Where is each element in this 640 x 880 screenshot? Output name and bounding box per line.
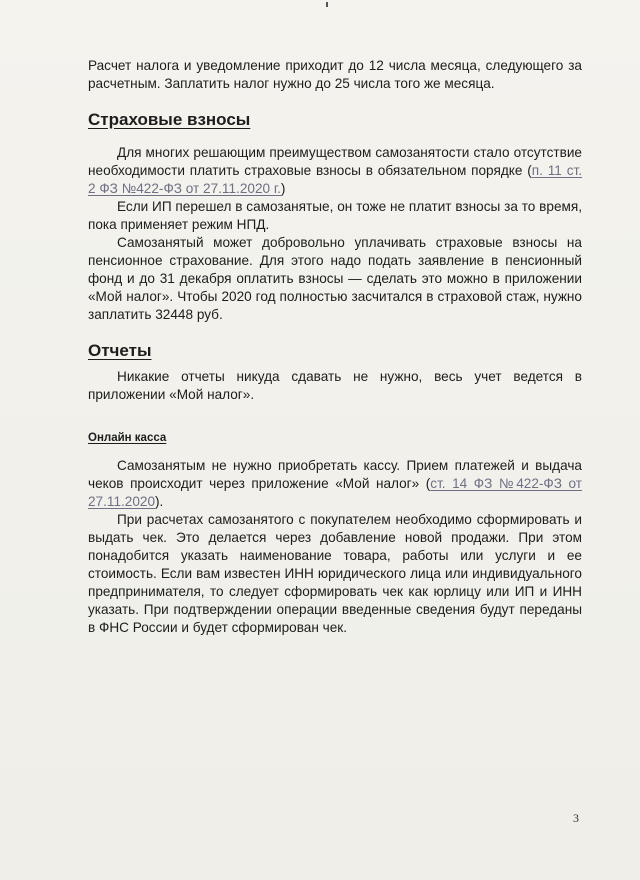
cash-register-paragraph-2: При расчетах самозанятого с покупателем необходимо сформировать и выдать чек. Это делается через добавление новой продажи. При этом понадобится указать наименование товара, работы или услуги и ее стоимость. Если вам известен ИНН юридического лица или индивидуального предпринимателя, то следует сформировать чек как юрлицу или ИП и ИНН указать. При подтверждении операции введенные сведения будут переданы в ФНС России и будет сформирован чек. [88, 512, 582, 635]
cash-register-paragraph-1 [88, 457, 582, 511]
reports-heading: Отчеты [88, 341, 152, 360]
law-link-article-14[interactable]: ст. 14 ФЗ №422-ФЗ от 27.11.2020 [88, 476, 582, 509]
insurance-paragraph-1 [88, 144, 582, 198]
intro-paragraph: Расчет налога и уведомление приходит до 12 числа месяца, следующего за расчетным. Заплатить налог нужно до 25 числа того же месяца. [88, 58, 582, 91]
reports-paragraph: Никакие отчеты никуда сдавать не нужно, весь учет ведется в приложении «Мой налог». [88, 369, 582, 402]
page-content [88, 57, 582, 637]
cash-register-paragraph-1-tail: ). [155, 494, 164, 509]
scan-mark [326, 2, 328, 7]
insurance-paragraph-1-text: Для многих решающим преимуществом самозанятости стало отсутствие необходимости платить страховые взносы в обязательном порядке ( [88, 145, 582, 178]
insurance-paragraph-2: Если ИП перешел в самозанятые, он тоже не платит взносы за то время, пока применяет режим НПД. [88, 199, 582, 232]
cash-register-heading: Онлайн касса [88, 432, 167, 444]
insurance-paragraph-3: Самозанятый может добровольно уплачивать страховые взносы на пенсионное страхование. Для этого надо подать заявление в пенсионный фонд и до 31 декабря оплатить взносы — сделать это можно в приложении «Мой налог». Чтобы 2020 год полностью засчитался в страховой стаж, нужно заплатить 32448 руб. [88, 235, 582, 322]
cash-register-paragraph-1-text: Самозанятым не нужно приобретать кассу. Прием платежей и выдача чеков происходит через приложение «Мой налог» ( [88, 458, 582, 491]
page-number: 3 [573, 811, 579, 825]
insurance-heading: Страховые взносы [88, 110, 251, 129]
law-link-article-11[interactable]: п. 11 ст. 2 ФЗ №422-ФЗ от 27.11.2020 г. [88, 163, 582, 196]
insurance-paragraph-1-tail: ) [280, 181, 286, 196]
